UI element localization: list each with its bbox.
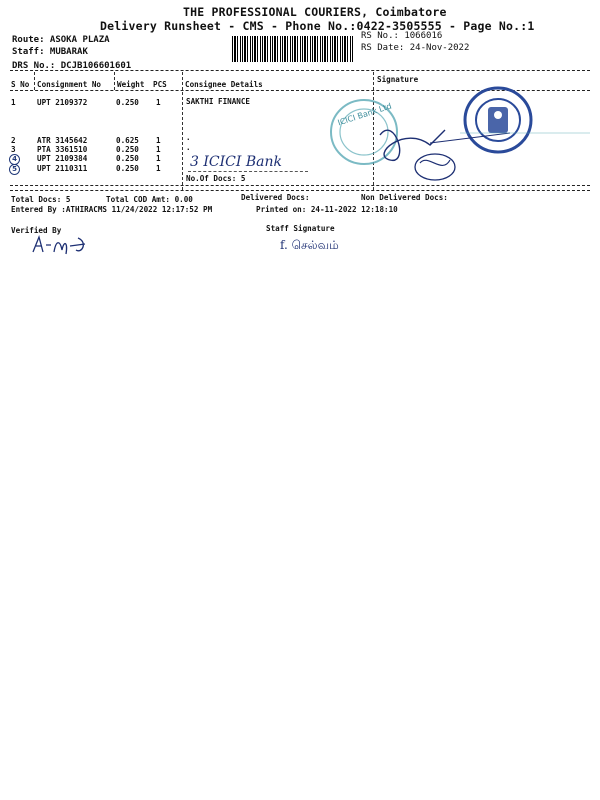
col-header-signature: Signature: [377, 75, 419, 84]
page-subtitle: Delivery Runsheet - CMS - Phone No.:0422-3505555 - Page No.:1: [100, 19, 535, 33]
table-rule-bottom: [10, 185, 590, 186]
table-rule-bottom-2: [10, 190, 590, 191]
row-2-weight: 0.625: [116, 136, 139, 145]
route-label: Route: ASOKA PLAZA: [12, 35, 110, 45]
row-1-sno: 1: [11, 98, 16, 107]
row-4-weight: 0.250: [116, 154, 139, 163]
column-divider: [34, 72, 35, 90]
col-header-consignment: Consignment No: [37, 80, 102, 89]
header-rule-top: [10, 70, 590, 71]
printed-on: Printed on: 24-11-2022 12:18:10: [256, 205, 398, 214]
col-header-sno: S No: [11, 80, 30, 89]
staff-signature-handwritten: f. செல்வம்: [280, 238, 339, 252]
row-5-consignment: UPT 2110311: [37, 164, 88, 173]
svg-text:ICICI Bank Ltd: ICICI Bank Ltd: [336, 101, 393, 128]
non-delivered-docs: Non Delivered Docs:: [361, 193, 448, 202]
total-docs: Total Docs: 5: [11, 195, 71, 204]
row-2-consignment: ATR 3145642: [37, 136, 88, 145]
col-header-pcs: PCS: [153, 80, 167, 89]
rs-date: RS Date: 24-Nov-2022: [361, 43, 470, 53]
row-1-consignment: UPT 2109372: [37, 98, 88, 107]
col-header-consignee: Consignee Details: [185, 80, 263, 89]
delivered-docs: Delivered Docs:: [241, 193, 310, 202]
column-divider: [182, 72, 183, 190]
entered-by: Entered By :ATHIRACMS 11/24/2022 12:17:52 PM: [11, 205, 213, 214]
verified-by-label: Verified By: [11, 226, 62, 235]
row-3-weight: 0.250: [116, 145, 139, 154]
verified-signature: [30, 232, 100, 260]
row-4-consignment: UPT 2109384: [37, 154, 88, 163]
row-1-consignee: SAKTHI FINANCE: [186, 97, 251, 106]
staff-signature-label: Staff Signature: [266, 224, 335, 233]
drs-number: DRS No.: DCJB106601601: [12, 61, 132, 71]
handwritten-consignee-note: 3 ICICI Bank: [190, 154, 282, 170]
rs-number: RS No.: 1066016: [361, 31, 443, 41]
total-cod: Total COD Amt: 0.00: [106, 195, 193, 204]
page-title: THE PROFESSIONAL COURIERS, Coimbatore: [183, 5, 447, 19]
row-2-sno: 2: [11, 136, 16, 145]
staff-label: Staff: MUBARAK: [12, 47, 88, 57]
row-1-weight: 0.250: [116, 98, 139, 107]
row-2-consignee: .: [186, 133, 191, 142]
row-4-pcs: 1: [156, 154, 161, 163]
row-2-pcs: 1: [156, 136, 161, 145]
row-5-weight: 0.250: [116, 164, 139, 173]
row-3-sno: 3: [11, 145, 16, 154]
row-1-pcs: 1: [156, 98, 161, 107]
row-3-consignee: .: [186, 143, 191, 152]
barcode: [232, 36, 354, 62]
signature-scribble: [370, 105, 600, 185]
row-4-sno: 4: [9, 154, 20, 165]
no-of-docs: No.Of Docs: 5: [186, 174, 246, 183]
row-5-pcs: 1: [156, 164, 161, 173]
note-underline: [188, 171, 308, 172]
col-header-weight: Weight: [117, 80, 145, 89]
row-3-pcs: 1: [156, 145, 161, 154]
row-3-consignment: PTA 3361510: [37, 145, 88, 154]
row-5-sno: 5: [9, 164, 20, 175]
column-divider: [114, 72, 115, 90]
